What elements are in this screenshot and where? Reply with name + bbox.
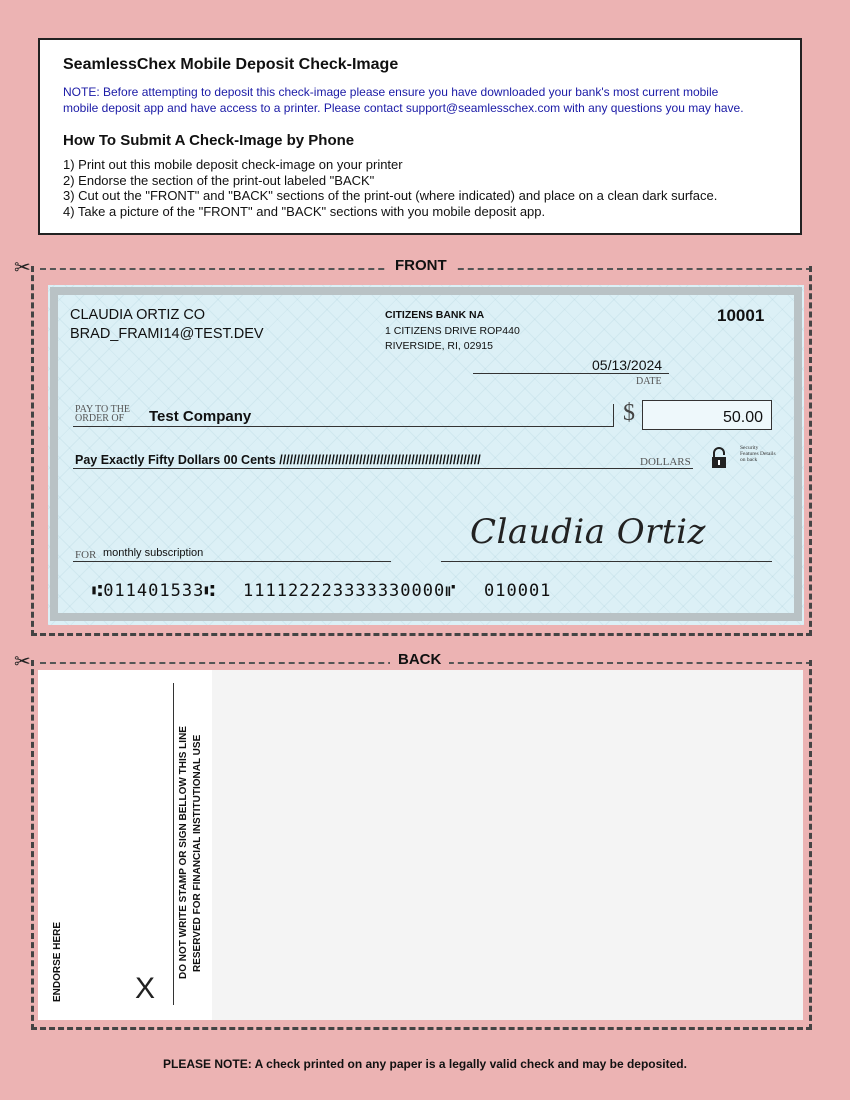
payee-line-end [613, 404, 614, 426]
micr-routing: ⑆011401533⑆ [92, 581, 216, 601]
amount-box: 50.00 [642, 400, 772, 430]
step-1: 1) Print out this mobile deposit check-image on your printer [63, 157, 403, 172]
memo-label: FOR [75, 549, 97, 561]
step-3: 3) Cut out the "FRONT" and "BACK" sections of the print-out (where indicated) and place on a clean dark surface. [63, 188, 718, 203]
step-4: 4) Take a picture of the "FRONT" and "BACK" sections with you mobile deposit app. [63, 203, 546, 219]
micr-check-number: 010001 [484, 581, 552, 601]
endorse-x-mark: X [135, 972, 156, 1005]
check-date: 05/13/2024 [592, 357, 663, 373]
instructions-title: SeamlessChex Mobile Deposit Check-Image [63, 56, 399, 73]
scissors-icon: ✂ [14, 257, 31, 279]
bank-address-1: 1 CITIZENS DRIVE ROP440 [385, 325, 520, 337]
endorsement-line [173, 683, 174, 1005]
scissors-icon: ✂ [14, 651, 31, 673]
amount-in-words: Pay Exactly Fifty Dollars 00 Cents ////////////////////////////////////////////////////////// [75, 453, 481, 467]
payer-name: CLAUDIA ORTIZ CO [70, 307, 206, 323]
amount-words-line [73, 468, 693, 469]
dollars-label: DOLLARS [640, 456, 691, 468]
date-line [473, 373, 669, 374]
bank-name: CITIZENS BANK NA [385, 309, 485, 321]
bank-address-2: RIVERSIDE, RI, 02915 [385, 340, 493, 352]
payer-email: BRAD_FRAMI14@TEST.DEV [70, 326, 264, 342]
back-label: BACK [390, 651, 449, 668]
micr-account: 111122223333330000⑈ [243, 581, 457, 601]
security-note: Security Features Details on back [740, 445, 776, 463]
dollar-sign: $ [623, 400, 635, 426]
signature-line [441, 561, 772, 562]
payee-name: Test Company [149, 408, 252, 425]
front-label: FRONT [387, 257, 455, 274]
instructions-note: NOTE: Before attempting to deposit this check-image please ensure you have downloaded your bank's most current mobile mobile deposit app and have access to a printer. Please contact support@seamlesschex.com with any questions you may have. [63, 85, 744, 115]
footer-note: PLEASE NOTE: A check printed on any paper is a legally valid check and may be deposited. [163, 1057, 687, 1071]
do-not-write-warning: DO NOT WRITE STAMP OR SIGN BELLOW THIS LINE [178, 726, 189, 979]
step-2: 2) Endorse the section of the print-out labeled "BACK" [63, 172, 375, 188]
signature: Claudia Ortiz [470, 512, 706, 552]
check-number: 10001 [717, 306, 765, 325]
payee-line [73, 426, 614, 427]
reserved-warning: RESERVED FOR FINANCIAL INSTITUTIONAL USE [192, 734, 203, 972]
date-label: DATE [636, 376, 662, 387]
pay-to-label: PAY TO THE ORDER OF [75, 404, 131, 424]
memo-line [73, 561, 391, 562]
how-to-title: How To Submit A Check-Image by Phone [63, 132, 355, 149]
memo-text: monthly subscription [103, 547, 204, 559]
instructions-steps [63, 157, 717, 219]
instructions-box [38, 38, 802, 235]
endorse-here-label: ENDORSE HERE [52, 921, 63, 1002]
lock-icon [710, 447, 728, 469]
